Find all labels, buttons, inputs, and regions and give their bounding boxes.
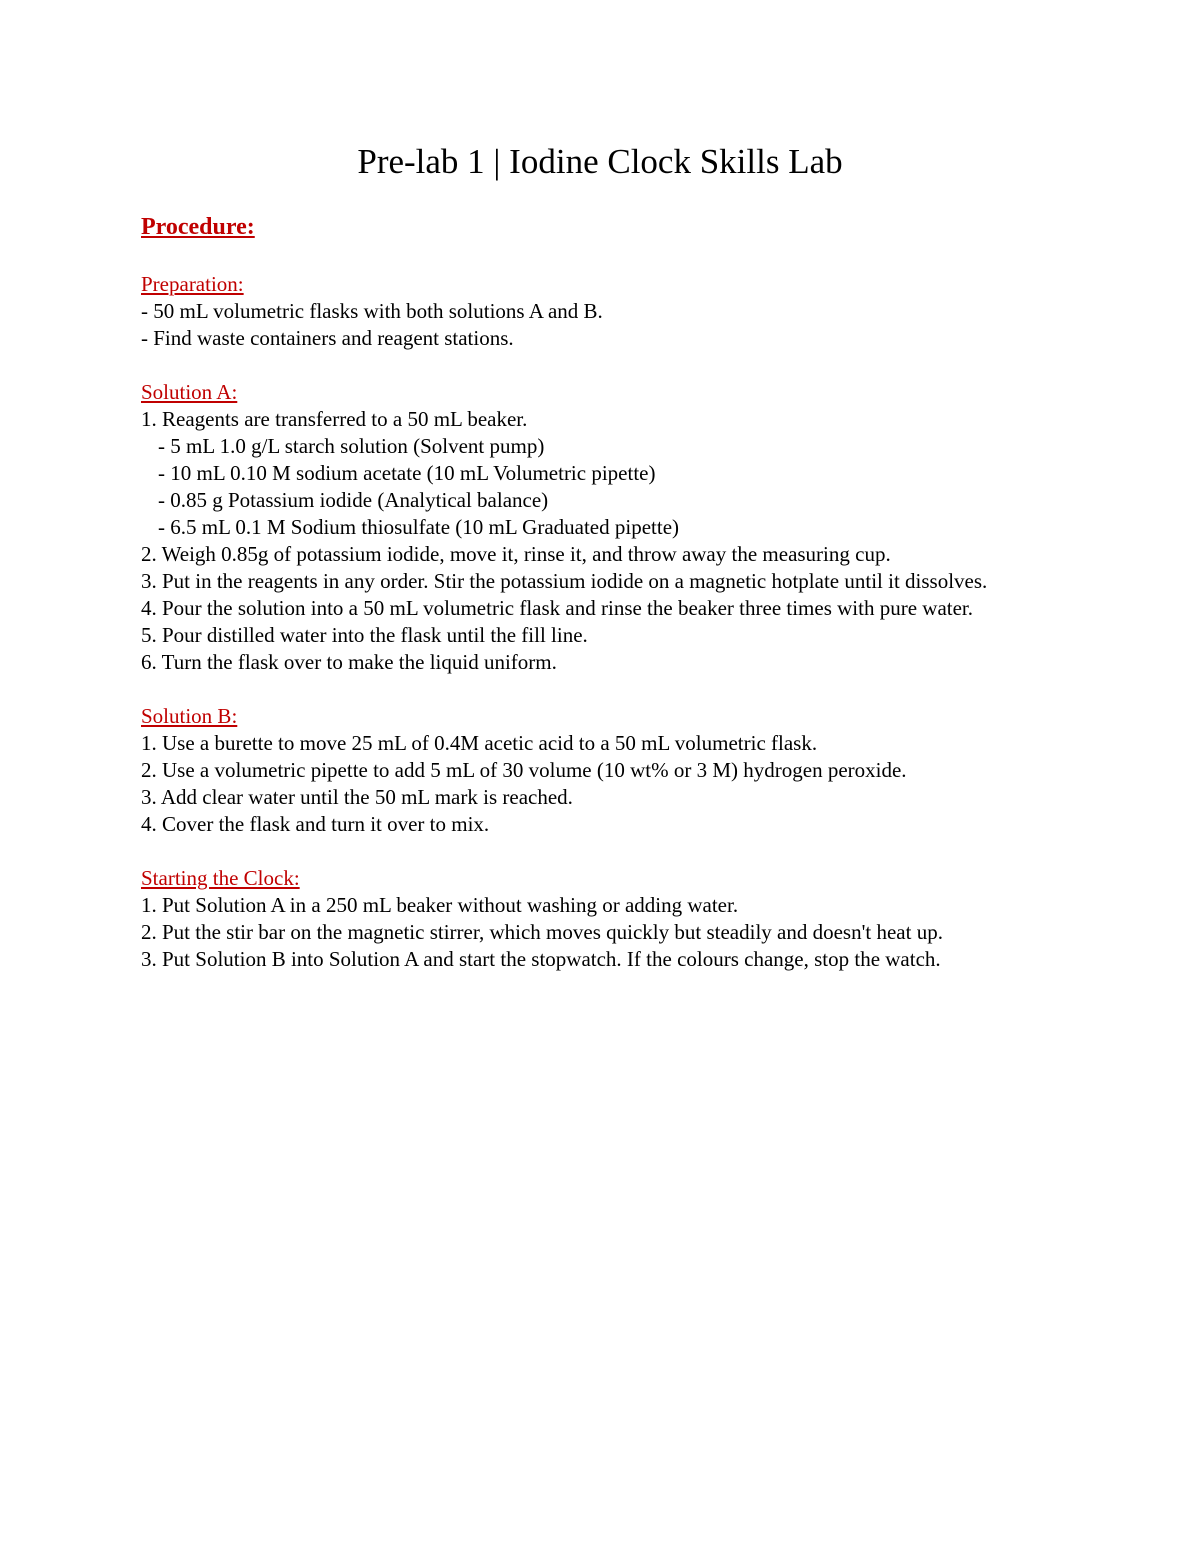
solution-a-reagent: - 10 mL 0.10 M sodium acetate (10 mL Volumetric pipette) bbox=[158, 461, 656, 485]
document-body bbox=[141, 209, 1101, 1000]
solution-a-step: 4. Pour the solution into a 50 mL volumetric flask and rinse the beaker three times with pure water. bbox=[141, 596, 974, 620]
preparation-section bbox=[141, 271, 1101, 352]
solution-b-step: 2. Use a volumetric pipette to add 5 mL of 30 volume (10 wt% or 3 M) hydrogen peroxide. bbox=[141, 758, 907, 782]
solution-a-step: 3. Put in the reagents in any order. Stir the potassium iodide on a magnetic hotplate until it dissolves. bbox=[141, 569, 988, 593]
solution-b-heading: Solution B: bbox=[141, 704, 238, 728]
solution-a-reagent: - 5 mL 1.0 g/L starch solution (Solvent pump) bbox=[158, 434, 545, 458]
starting-clock-step: 1. Put Solution A in a 250 mL beaker without washing or adding water. bbox=[141, 893, 739, 917]
solution-a-heading: Solution A: bbox=[141, 380, 238, 404]
starting-clock-section bbox=[141, 865, 1101, 973]
solution-b-step: 3. Add clear water until the 50 mL mark is reached. bbox=[141, 785, 573, 809]
preparation-heading: Preparation: bbox=[141, 272, 244, 296]
preparation-line: - Find waste containers and reagent stations. bbox=[141, 326, 514, 350]
starting-clock-heading: Starting the Clock: bbox=[141, 866, 300, 890]
starting-clock-step: 2. Put the stir bar on the magnetic stirrer, which moves quickly but steadily and doesn't heat up. bbox=[141, 920, 943, 944]
solution-b-section bbox=[141, 703, 1101, 838]
solution-b-step: 1. Use a burette to move 25 mL of 0.4M acetic acid to a 50 mL volumetric flask. bbox=[141, 731, 818, 755]
solution-a-step: 6. Turn the flask over to make the liquid uniform. bbox=[141, 650, 557, 674]
solution-a-reagent: - 0.85 g Potassium iodide (Analytical balance) bbox=[158, 488, 549, 512]
solution-a-step: 2. Weigh 0.85g of potassium iodide, move it, rinse it, and throw away the measuring cup. bbox=[141, 542, 891, 566]
solution-a-step: 1. Reagents are transferred to a 50 mL beaker. bbox=[141, 407, 528, 431]
solution-a-step: 5. Pour distilled water into the flask until the fill line. bbox=[141, 623, 588, 647]
page-title: Pre-lab 1 | Iodine Clock Skills Lab bbox=[357, 142, 843, 181]
starting-clock-step: 3. Put Solution B into Solution A and start the stopwatch. If the colours change, stop the watch. bbox=[141, 947, 941, 971]
preparation-line: - 50 mL volumetric flasks with both solutions A and B. bbox=[141, 299, 603, 323]
procedure-heading: Procedure: bbox=[141, 214, 255, 240]
solution-a-section bbox=[141, 379, 1101, 676]
solution-a-reagent: - 6.5 mL 0.1 M Sodium thiosulfate (10 mL Graduated pipette) bbox=[158, 515, 680, 539]
solution-b-step: 4. Cover the flask and turn it over to mix. bbox=[141, 812, 490, 836]
